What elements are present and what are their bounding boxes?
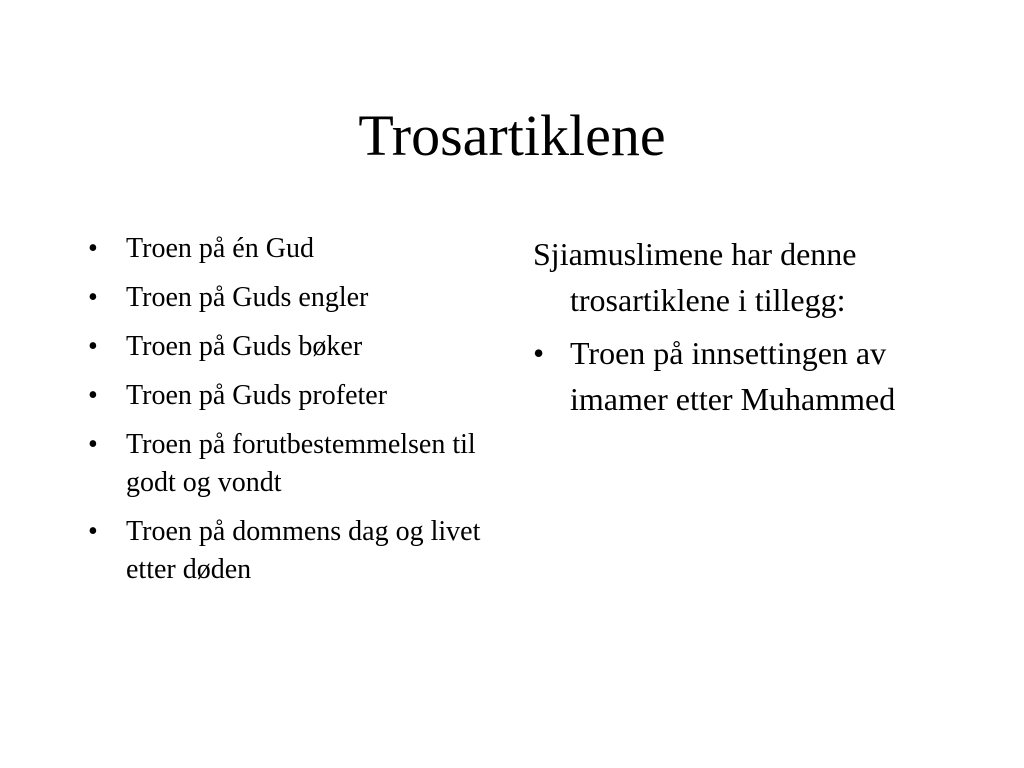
bullet-text: Troen på forutbestemmelsen til godt og vondt <box>126 429 476 498</box>
bullet-text: Troen på innsettingen av imamer etter Muhammed <box>570 335 896 417</box>
right-intro-text: Sjiamuslimene har denne trosartiklene i tillegg: <box>533 236 857 318</box>
bullet-item <box>88 230 508 268</box>
bullet-icon: • <box>533 335 545 371</box>
bullet-icon: • <box>88 233 98 264</box>
bullet-item <box>88 377 508 415</box>
slide-title: Trosartiklene <box>358 103 666 168</box>
bullet-text: Troen på dommens dag og livet etter døden <box>126 516 481 585</box>
bullet-item <box>533 330 973 422</box>
bullet-item <box>88 426 508 502</box>
bullet-icon: • <box>88 429 98 460</box>
bullet-item <box>88 328 508 366</box>
bullet-icon: • <box>88 516 98 547</box>
left-column <box>88 230 508 600</box>
bullet-icon: • <box>88 331 98 362</box>
right-bullet-list <box>533 330 973 422</box>
bullet-text: Troen på Guds bøker <box>126 331 363 362</box>
bullet-text: Troen på Guds profeter <box>126 380 388 411</box>
bullet-icon: • <box>88 380 98 411</box>
bullet-item <box>88 279 508 317</box>
left-bullet-list <box>88 230 508 589</box>
bullet-text: Troen på én Gud <box>126 233 314 264</box>
right-column <box>533 231 973 422</box>
bullet-icon: • <box>88 282 98 313</box>
bullet-text: Troen på Guds engler <box>126 282 369 313</box>
bullet-item <box>88 513 508 589</box>
